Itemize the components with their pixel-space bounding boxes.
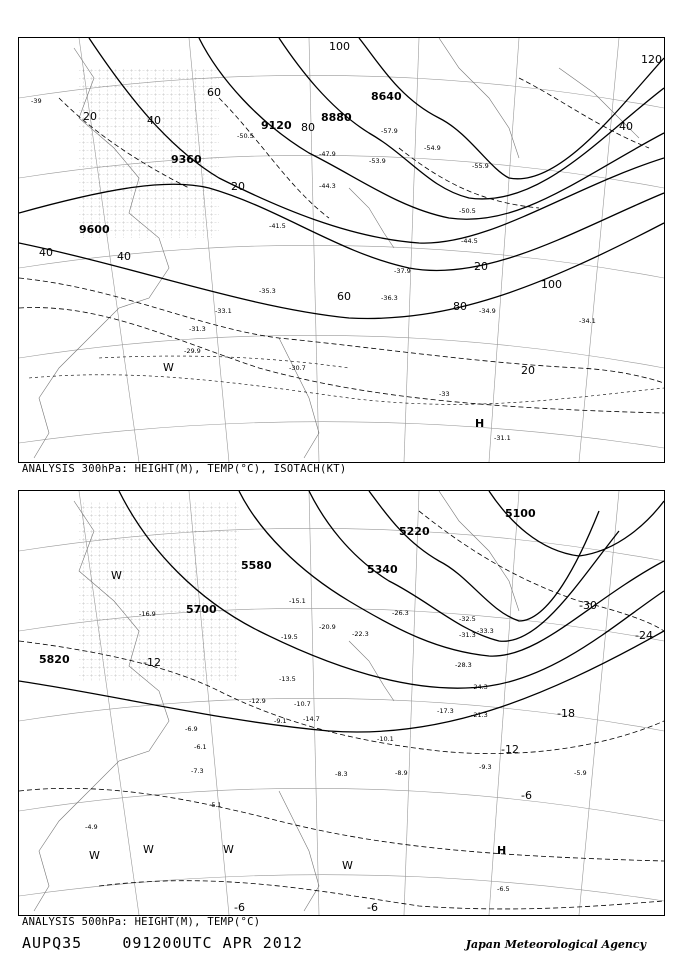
temp-label: -31.1 (494, 434, 511, 442)
isotach-label: 120 (641, 53, 662, 66)
temp-label: -55.9 (472, 162, 489, 170)
temp-label: -47.9 (319, 150, 336, 158)
warm-marker: W (89, 849, 100, 862)
warm-marker: W (111, 569, 122, 582)
temp-label: -39 (31, 97, 42, 105)
warm-marker: W (163, 361, 174, 374)
isotach-label: 40 (39, 246, 53, 259)
temp-label: -21.3 (471, 711, 488, 719)
temp-label: -35.3 (259, 287, 276, 295)
height-label: 8880 (321, 111, 352, 124)
isotach-label: 60 (207, 86, 221, 99)
height-label: 5820 (39, 653, 70, 666)
temp-label: -32.5 (459, 615, 476, 623)
caption-500hpa: ANALYSIS 500hPa: HEIGHT(M), TEMP(°C) (22, 916, 261, 928)
temp-label: -15.1 (289, 597, 306, 605)
caption-300hpa: ANALYSIS 300hPa: HEIGHT(M), TEMP(°C), ISOTACH(KT) (22, 463, 347, 475)
height-label: 5220 (399, 525, 430, 538)
temp-label: -20.9 (319, 623, 336, 631)
temp-label: -31.3 (459, 631, 476, 639)
temp-label: -50.5 (459, 207, 476, 215)
product-code-line (22, 934, 303, 952)
analysis-time: 091200UTC APR 2012 (122, 934, 303, 952)
temp-label: -6.1 (194, 743, 207, 751)
temp-label: -10.7 (294, 700, 311, 708)
map-500hpa-canvas (19, 491, 664, 915)
temp-label: -24.3 (471, 683, 488, 691)
agency-name: Japan Meteorological Agency (465, 938, 646, 951)
isotherm-label: -30 (579, 599, 597, 612)
isotherm-label: -12 (501, 743, 519, 756)
isotach-label: 20 (83, 110, 97, 123)
temp-label: -10.1 (377, 735, 394, 743)
temp-label: -44.3 (319, 182, 336, 190)
temp-label: -54.9 (424, 144, 441, 152)
temp-label: -33.3 (477, 627, 494, 635)
temp-label: -57.9 (381, 127, 398, 135)
temp-label: -8.9 (395, 769, 408, 777)
temp-label: -33 (439, 390, 450, 398)
temp-label: -8.3 (335, 770, 348, 778)
isotach-label: 100 (541, 278, 562, 291)
isotherm-label: -6 (521, 789, 532, 802)
isotach-label: 40 (619, 120, 633, 133)
temp-label: -44.5 (461, 237, 478, 245)
temp-label: -36.3 (381, 294, 398, 302)
isotach-label: 40 (147, 114, 161, 127)
temp-label: -53.9 (369, 157, 386, 165)
temp-label: -4.9 (85, 823, 98, 831)
isotach-label: 20 (474, 260, 488, 273)
height-label: 5100 (505, 507, 536, 520)
isotherms (29, 356, 664, 404)
map-300hpa-canvas (19, 38, 664, 462)
temp-label: -34.1 (579, 317, 596, 325)
temp-label: -30.7 (289, 364, 306, 372)
temp-label: -31.3 (189, 325, 206, 333)
high-pressure-marker: H (475, 417, 485, 430)
temp-label: -29.9 (184, 347, 201, 355)
height-label: 8640 (371, 90, 402, 103)
temp-label: -5.1 (209, 801, 222, 809)
map-300hpa (18, 37, 665, 463)
isotach-label: 20 (231, 180, 245, 193)
temp-label: -28.3 (455, 661, 472, 669)
warm-marker: W (342, 859, 353, 872)
isotach-label: 60 (337, 290, 351, 303)
temp-label: -13.5 (279, 675, 296, 683)
temp-label: -6.5 (497, 885, 510, 893)
warm-marker: W (143, 843, 154, 856)
temp-label: -16.9 (139, 610, 156, 618)
temp-label: -12.9 (249, 697, 266, 705)
isotach-label: 80 (453, 300, 467, 313)
high-pressure-marker: H (497, 844, 507, 857)
height-label: 9360 (171, 153, 202, 166)
temp-label: -6.9 (185, 725, 198, 733)
temp-label: -26.3 (392, 609, 409, 617)
temp-label: -22.3 (352, 630, 369, 638)
temp-label: -34.9 (479, 307, 496, 315)
isotherm-label: -24 (635, 629, 653, 642)
isotach-label: 80 (301, 121, 315, 134)
temp-label: -17.3 (437, 707, 454, 715)
isotherm-label: -6 (234, 901, 245, 914)
height-label: 5580 (241, 559, 272, 572)
temp-label: -7.3 (191, 767, 204, 775)
temp-label: -19.5 (281, 633, 298, 641)
isotach-label: 20 (521, 364, 535, 377)
temp-label: -9.3 (479, 763, 492, 771)
temp-label: -9.1 (274, 717, 287, 725)
temp-label: -50.5 (237, 132, 254, 140)
height-label: 5340 (367, 563, 398, 576)
temp-label: -41.5 (269, 222, 286, 230)
isotach-label: 100 (329, 40, 350, 53)
temp-label: -37.9 (394, 267, 411, 275)
isotherm-label: -12 (143, 656, 161, 669)
warm-marker: W (223, 843, 234, 856)
isotach-label: 40 (117, 250, 131, 263)
height-label: 9600 (79, 223, 110, 236)
map-500hpa (18, 490, 665, 916)
temp-label: -5.9 (574, 769, 587, 777)
height-label: 5700 (186, 603, 217, 616)
product-code: AUPQ35 (22, 934, 83, 952)
temp-label: -33.1 (215, 307, 232, 315)
height-label: 9120 (261, 119, 292, 132)
temp-label: -14.7 (303, 715, 320, 723)
isotherm-label: -6 (367, 901, 378, 914)
isotherm-label: -18 (557, 707, 575, 720)
